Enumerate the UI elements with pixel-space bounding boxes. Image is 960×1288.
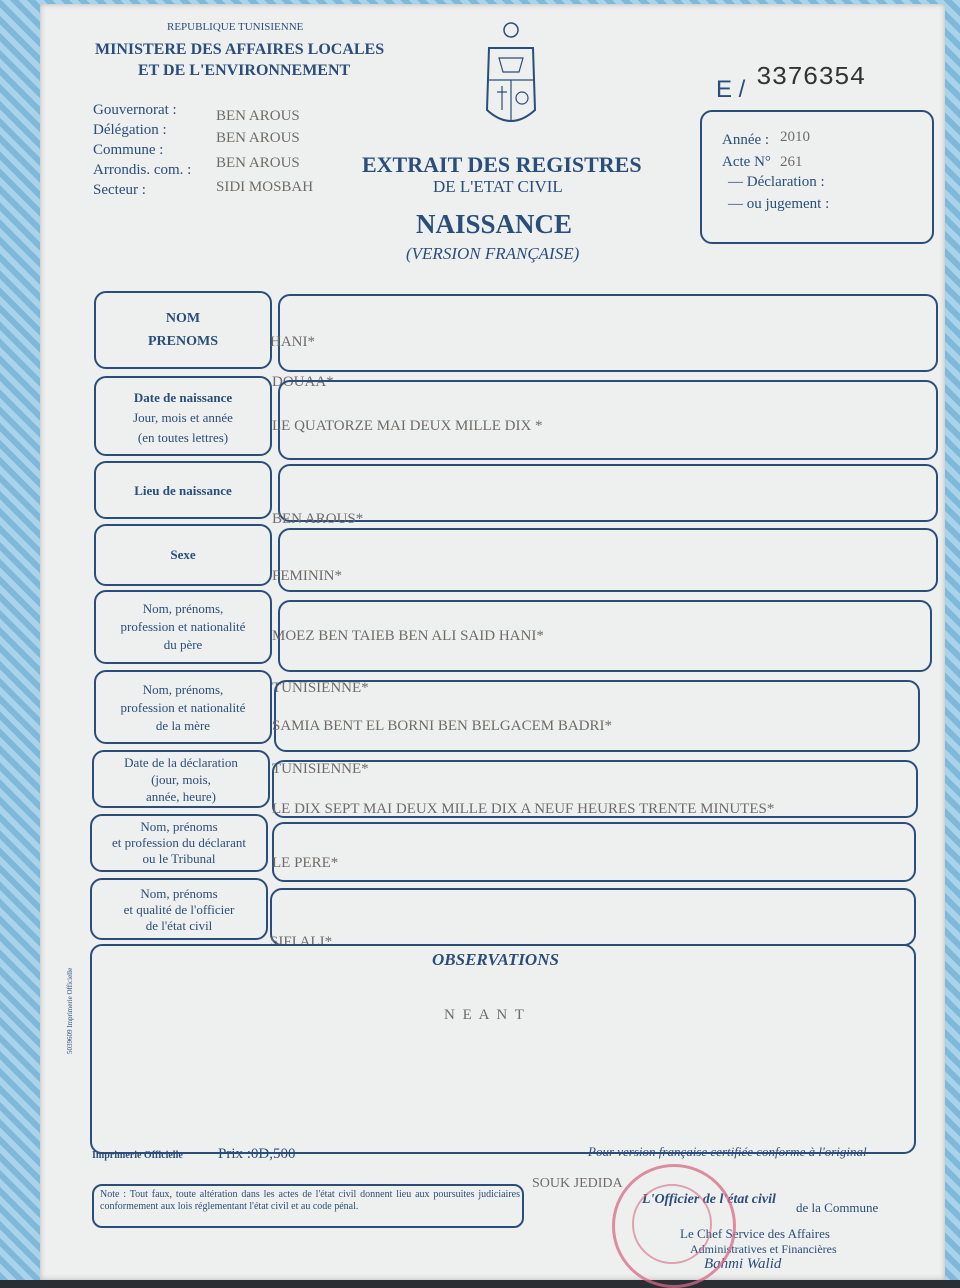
commune-label: de la Commune bbox=[796, 1200, 879, 1215]
doc-number-prefix: E / bbox=[716, 76, 746, 103]
nom-value: HANI* bbox=[270, 334, 315, 350]
admin-labels bbox=[93, 100, 191, 200]
prenoms-value: DOUAA* bbox=[272, 374, 334, 390]
title-line1: EXTRAIT DES REGISTRES bbox=[362, 152, 642, 177]
observations-title: OBSERVATIONS bbox=[432, 950, 559, 969]
dob-label-2: Jour, mois et année bbox=[133, 410, 233, 425]
officier-value-box bbox=[270, 888, 916, 946]
gouvernorat-label: Gouvernorat : bbox=[93, 102, 177, 118]
observations-value: N E A N T bbox=[444, 1007, 526, 1023]
prix-label: Prix :0D,500 bbox=[218, 1146, 296, 1162]
mere-nationality: TUNISIENNE* bbox=[272, 761, 369, 777]
declarant-label-3: ou le Tribunal bbox=[142, 850, 216, 866]
doc-number: 3376354 bbox=[756, 62, 866, 92]
decl-label-1: Date de la déclaration bbox=[124, 754, 238, 770]
annee-label: Année : bbox=[722, 132, 770, 148]
arrondis-value: BEN AROUS bbox=[216, 155, 300, 171]
acte-label: Acte N° bbox=[722, 154, 771, 170]
sexe-value: FEMININ* bbox=[272, 568, 342, 584]
declarant-label-2: et profession du déclarant bbox=[112, 834, 246, 850]
pere-value: MOEZ BEN TAIEB BEN ALI SAID HANI* bbox=[272, 628, 544, 644]
pere-label-1: Nom, prénoms, bbox=[142, 601, 224, 616]
imprimerie-label: Imprimerie Officielle bbox=[92, 1150, 183, 1161]
sexe-value-box bbox=[278, 528, 938, 592]
jugement-label: — ou jugement : bbox=[728, 196, 830, 212]
republic-label: REPUBLIQUE TUNISIENNE bbox=[167, 21, 304, 33]
mere-label-2: profession et nationalité bbox=[120, 700, 246, 715]
lieu-label: Lieu de naissance bbox=[134, 483, 232, 498]
delegation-label: Délégation : bbox=[93, 122, 167, 138]
ministry-line1: MINISTERE DES AFFAIRES LOCALES bbox=[95, 41, 385, 58]
sexe-label: Sexe bbox=[170, 547, 196, 562]
lieu-value: BEN AROUS* bbox=[272, 511, 364, 527]
secteur-label: Secteur : bbox=[93, 182, 146, 198]
title-line2: DE L'ETAT CIVIL bbox=[433, 177, 563, 196]
delegation-value: BEN AROUS bbox=[216, 130, 300, 146]
side-print: 5039609 Imprimerie Officielle bbox=[66, 967, 74, 1054]
dob-label-1: Date de naissance bbox=[133, 390, 233, 405]
decl-value: LE DIX SEPT MAI DEUX MILLE DIX A NEUF HEURES TRENTE MINUTES* bbox=[272, 801, 775, 817]
decl-label-2: (jour, mois, bbox=[151, 771, 211, 787]
coat-of-arms-icon bbox=[475, 20, 547, 140]
mere-value: SAMIA BENT EL BORNI BEN BELGACEM BADRI* bbox=[272, 718, 613, 734]
prenoms-label: PRENOMS bbox=[148, 334, 218, 349]
arrondis-label: Arrondis. com. : bbox=[93, 162, 192, 178]
admin-label: Administratives et Financières bbox=[690, 1242, 837, 1256]
red-stamp-inner-icon bbox=[632, 1184, 712, 1264]
officier-label-1: Nom, prénoms bbox=[140, 885, 218, 901]
mere-label-3: de la mère bbox=[155, 718, 211, 733]
observations-box bbox=[90, 944, 916, 1154]
officier-label-2: et qualité de l'officier bbox=[123, 901, 235, 917]
officier-value: SIFI ALI* bbox=[270, 934, 333, 950]
dob-label-3: (en toutes lettres) bbox=[137, 430, 229, 445]
annee-value: 2010 bbox=[780, 129, 810, 145]
chef-label: Le Chef Service des Affaires bbox=[680, 1226, 830, 1241]
declaration-label: — Déclaration : bbox=[728, 174, 825, 190]
pere-nationality: TUNISIENNE* bbox=[272, 680, 369, 696]
birth-certificate-paper bbox=[40, 4, 945, 1280]
officier-label-3: de l'état civil bbox=[145, 917, 213, 933]
certifiee-label: Pour version française certifiée conforme à l'original bbox=[588, 1144, 867, 1159]
acte-value: 261 bbox=[780, 154, 803, 170]
pere-label-2: profession et nationalité bbox=[120, 619, 246, 634]
declarant-value: LE PERE* bbox=[272, 855, 339, 871]
lieu-value-box bbox=[278, 464, 938, 522]
souk-label: SOUK JEDIDA bbox=[532, 1176, 623, 1191]
declarant-label-1: Nom, prénoms bbox=[140, 818, 218, 834]
note-text: Note : Tout faux, toute altération dans les actes de l'état civil donnent lieu aux poursuites judiciaires conformement aux lois réglementant l'état civil et au code pénal. bbox=[100, 1189, 520, 1212]
ministry-line2: ET DE L'ENVIRONNEMENT bbox=[138, 62, 351, 79]
signature: Bahmi Walid bbox=[704, 1256, 782, 1272]
note-box bbox=[92, 1184, 524, 1228]
officier-signature-label: L'Officier de l'état civil bbox=[642, 1192, 776, 1207]
decl-label-3: année, heure) bbox=[145, 788, 216, 804]
declarant-value-box bbox=[272, 822, 916, 882]
mere-label-1: Nom, prénoms, bbox=[142, 682, 224, 697]
acte-box bbox=[700, 110, 934, 244]
nom-label: NOM bbox=[165, 311, 201, 326]
secteur-value: SIDI MOSBAH bbox=[216, 179, 314, 195]
nom-value-box bbox=[278, 294, 938, 372]
gouvernorat-value: BEN AROUS bbox=[216, 108, 300, 124]
title-main: NAISSANCE bbox=[416, 209, 573, 239]
title-version: (VERSION FRANÇAISE) bbox=[406, 244, 580, 263]
commune-label: Commune : bbox=[93, 142, 164, 158]
mere-value-box bbox=[274, 680, 920, 752]
pere-label-3: du père bbox=[163, 637, 203, 652]
nom-label-box bbox=[94, 291, 272, 369]
dob-value: LE QUATORZE MAI DEUX MILLE DIX * bbox=[272, 418, 543, 434]
